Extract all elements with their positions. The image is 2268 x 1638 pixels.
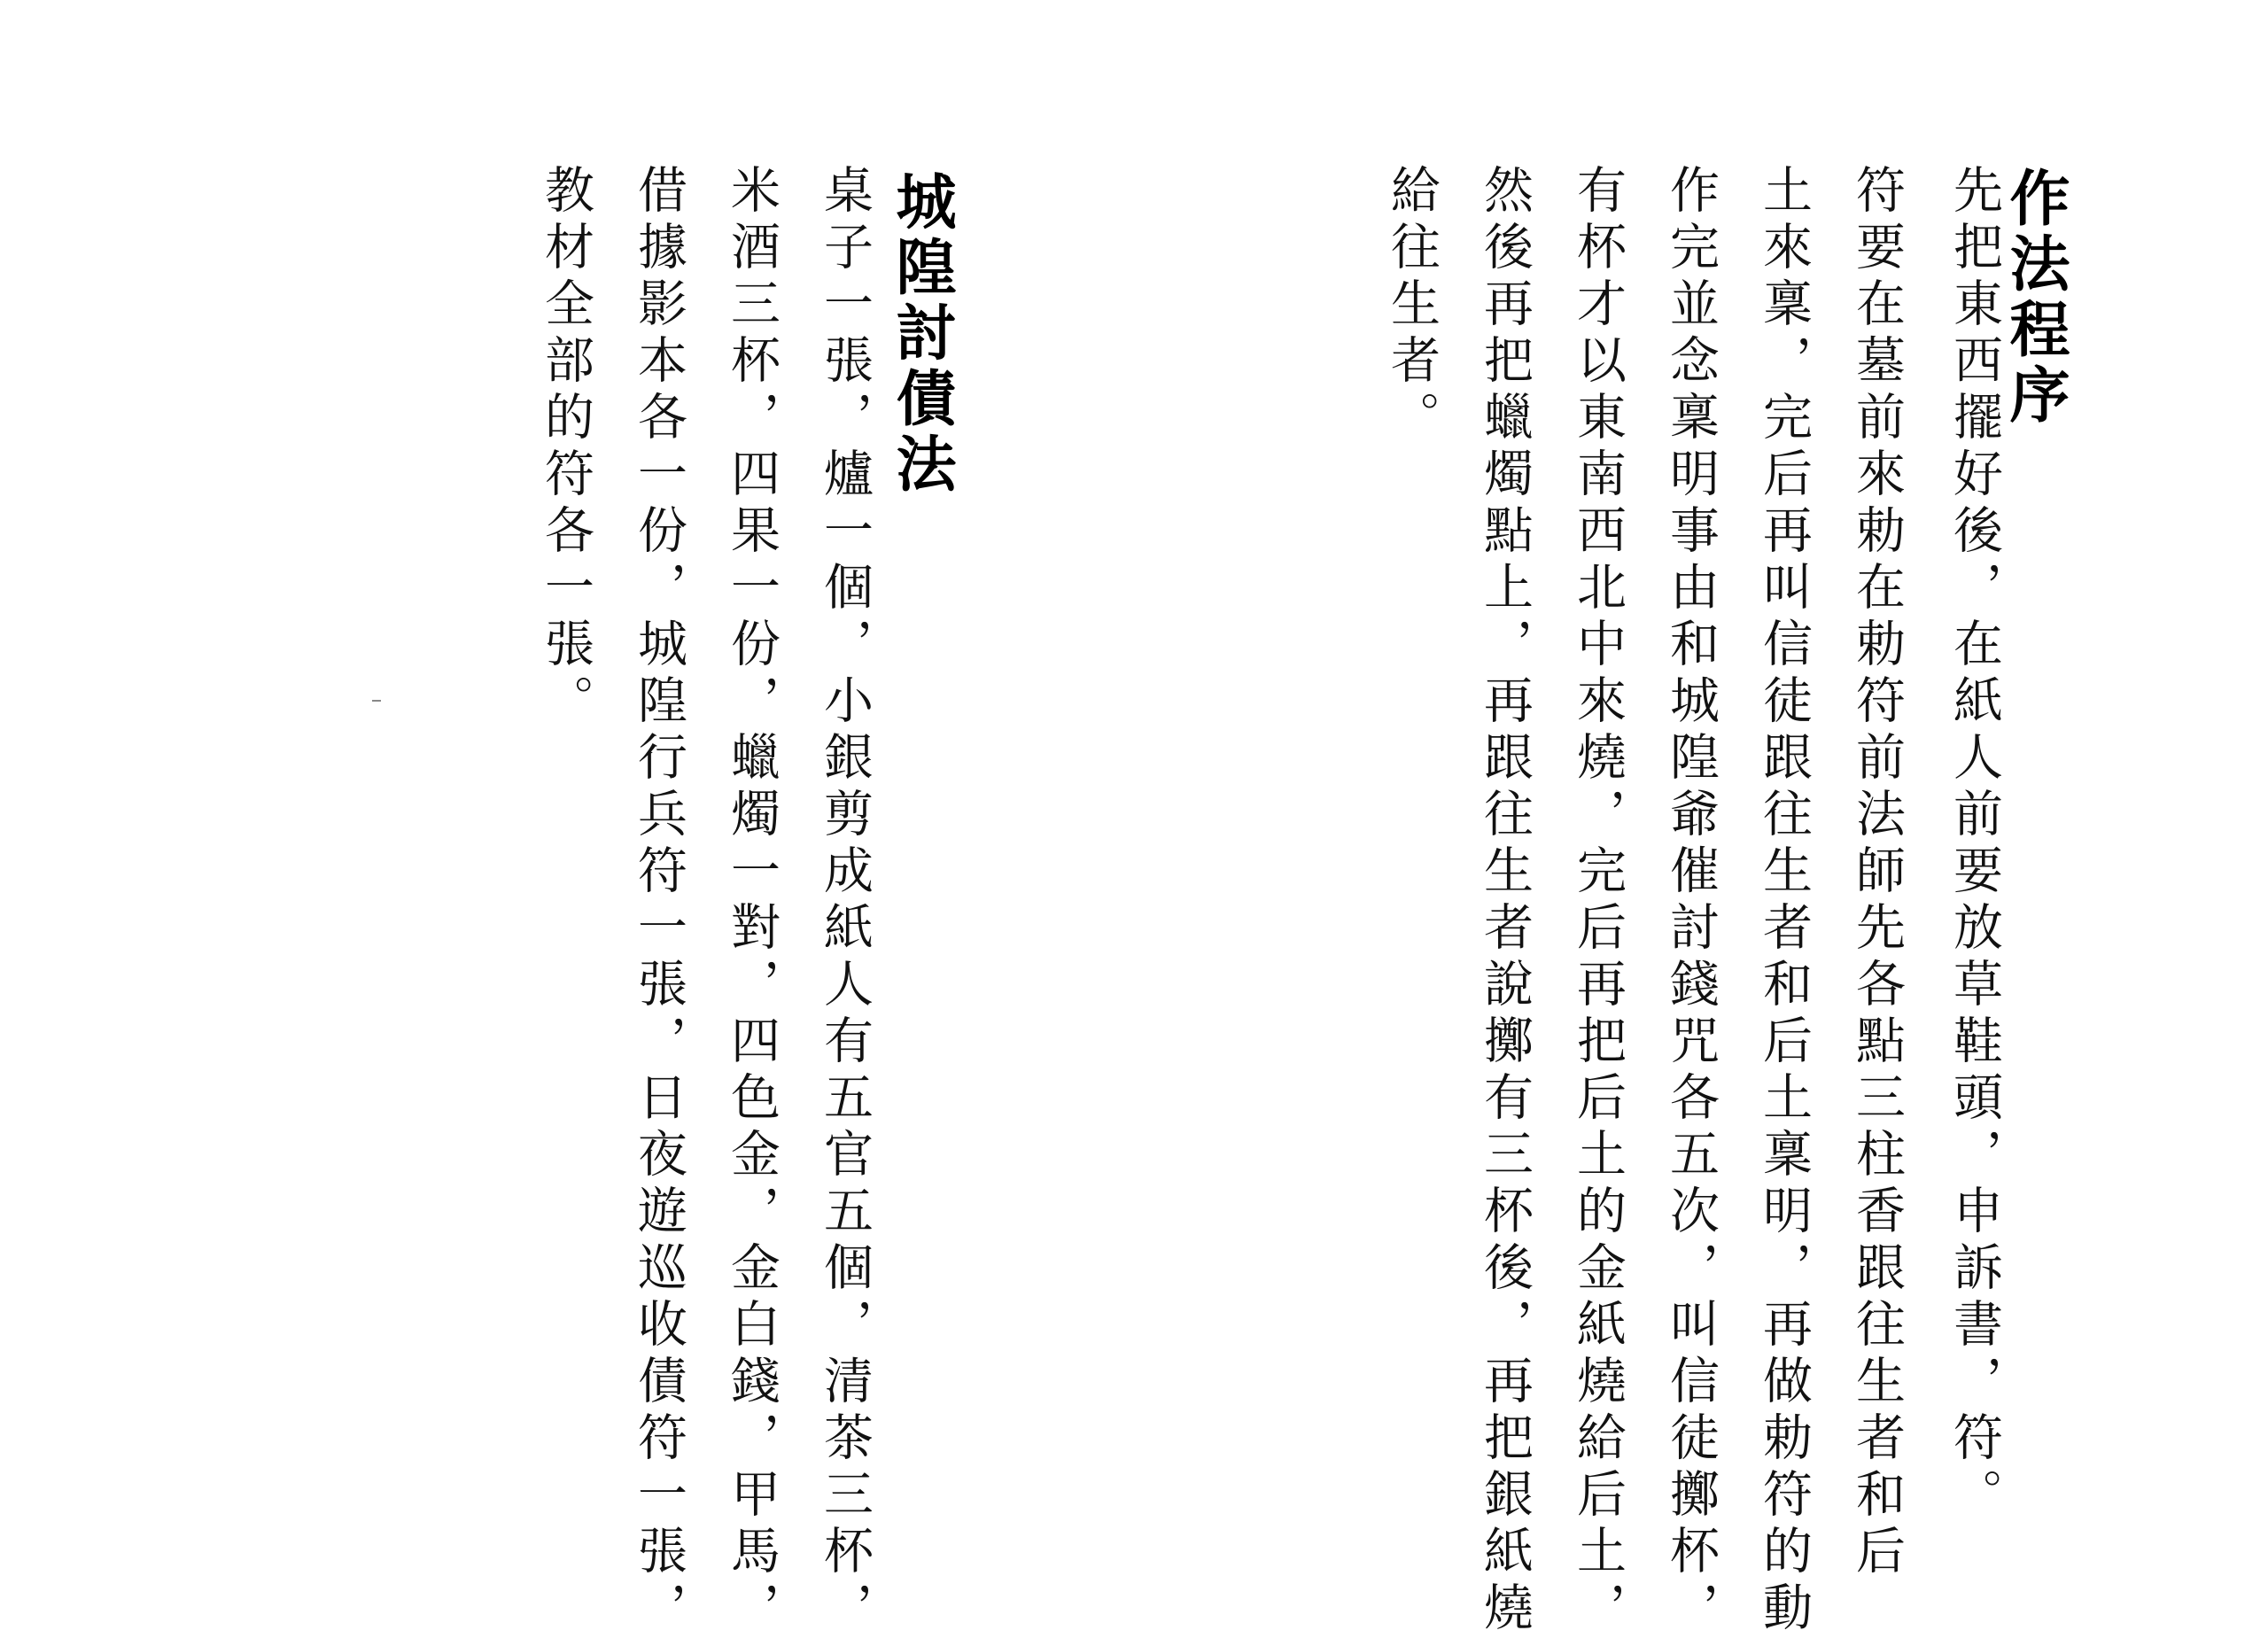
text-column: 先把東西擺好後，在紙人前要放草鞋頭，申訴書，符。	[1946, 164, 2003, 1525]
scan-speck	[372, 700, 381, 702]
text-column: 有杯才以東南西北中來燒，完后再把后土的金紙燒給后土，	[1569, 164, 1627, 1638]
text-column: 米酒三杯，四果一份，蠟燭一對，四色金，金白錢，甲馬，	[723, 164, 781, 1638]
section-heading-procedure: 作法程序	[2000, 167, 2070, 429]
text-column: 作完並念稟明事由和城隍爺催討錢咒各五次，叫信徒擲杯，	[1662, 164, 1720, 1638]
text-column: 符要在墓前來勅在勅符前法師先各點三柱香跟往生者和后	[1848, 164, 1906, 1581]
text-column: 土來稟，完后再叫信徒跟往生者和后土稟明，再做勅符的動	[1755, 164, 1813, 1638]
text-column: 教材全部的符各一張。	[537, 164, 594, 731]
section-heading-chenghuang: 城隍討債法	[886, 170, 956, 498]
text-column: 桌子一張，爐一個，小銀剪成紙人有五官五個，清茶三杯，	[816, 164, 874, 1638]
text-column: 給往生者。	[1383, 164, 1441, 447]
text-column: 然後再把蠟燭點上，再跟往生者說擲有三杯後，再把銀紙燒	[1476, 164, 1534, 1638]
text-column: 借據影本各一份，城隍行兵符一張，日夜遊巡收債符一張，	[630, 164, 687, 1638]
